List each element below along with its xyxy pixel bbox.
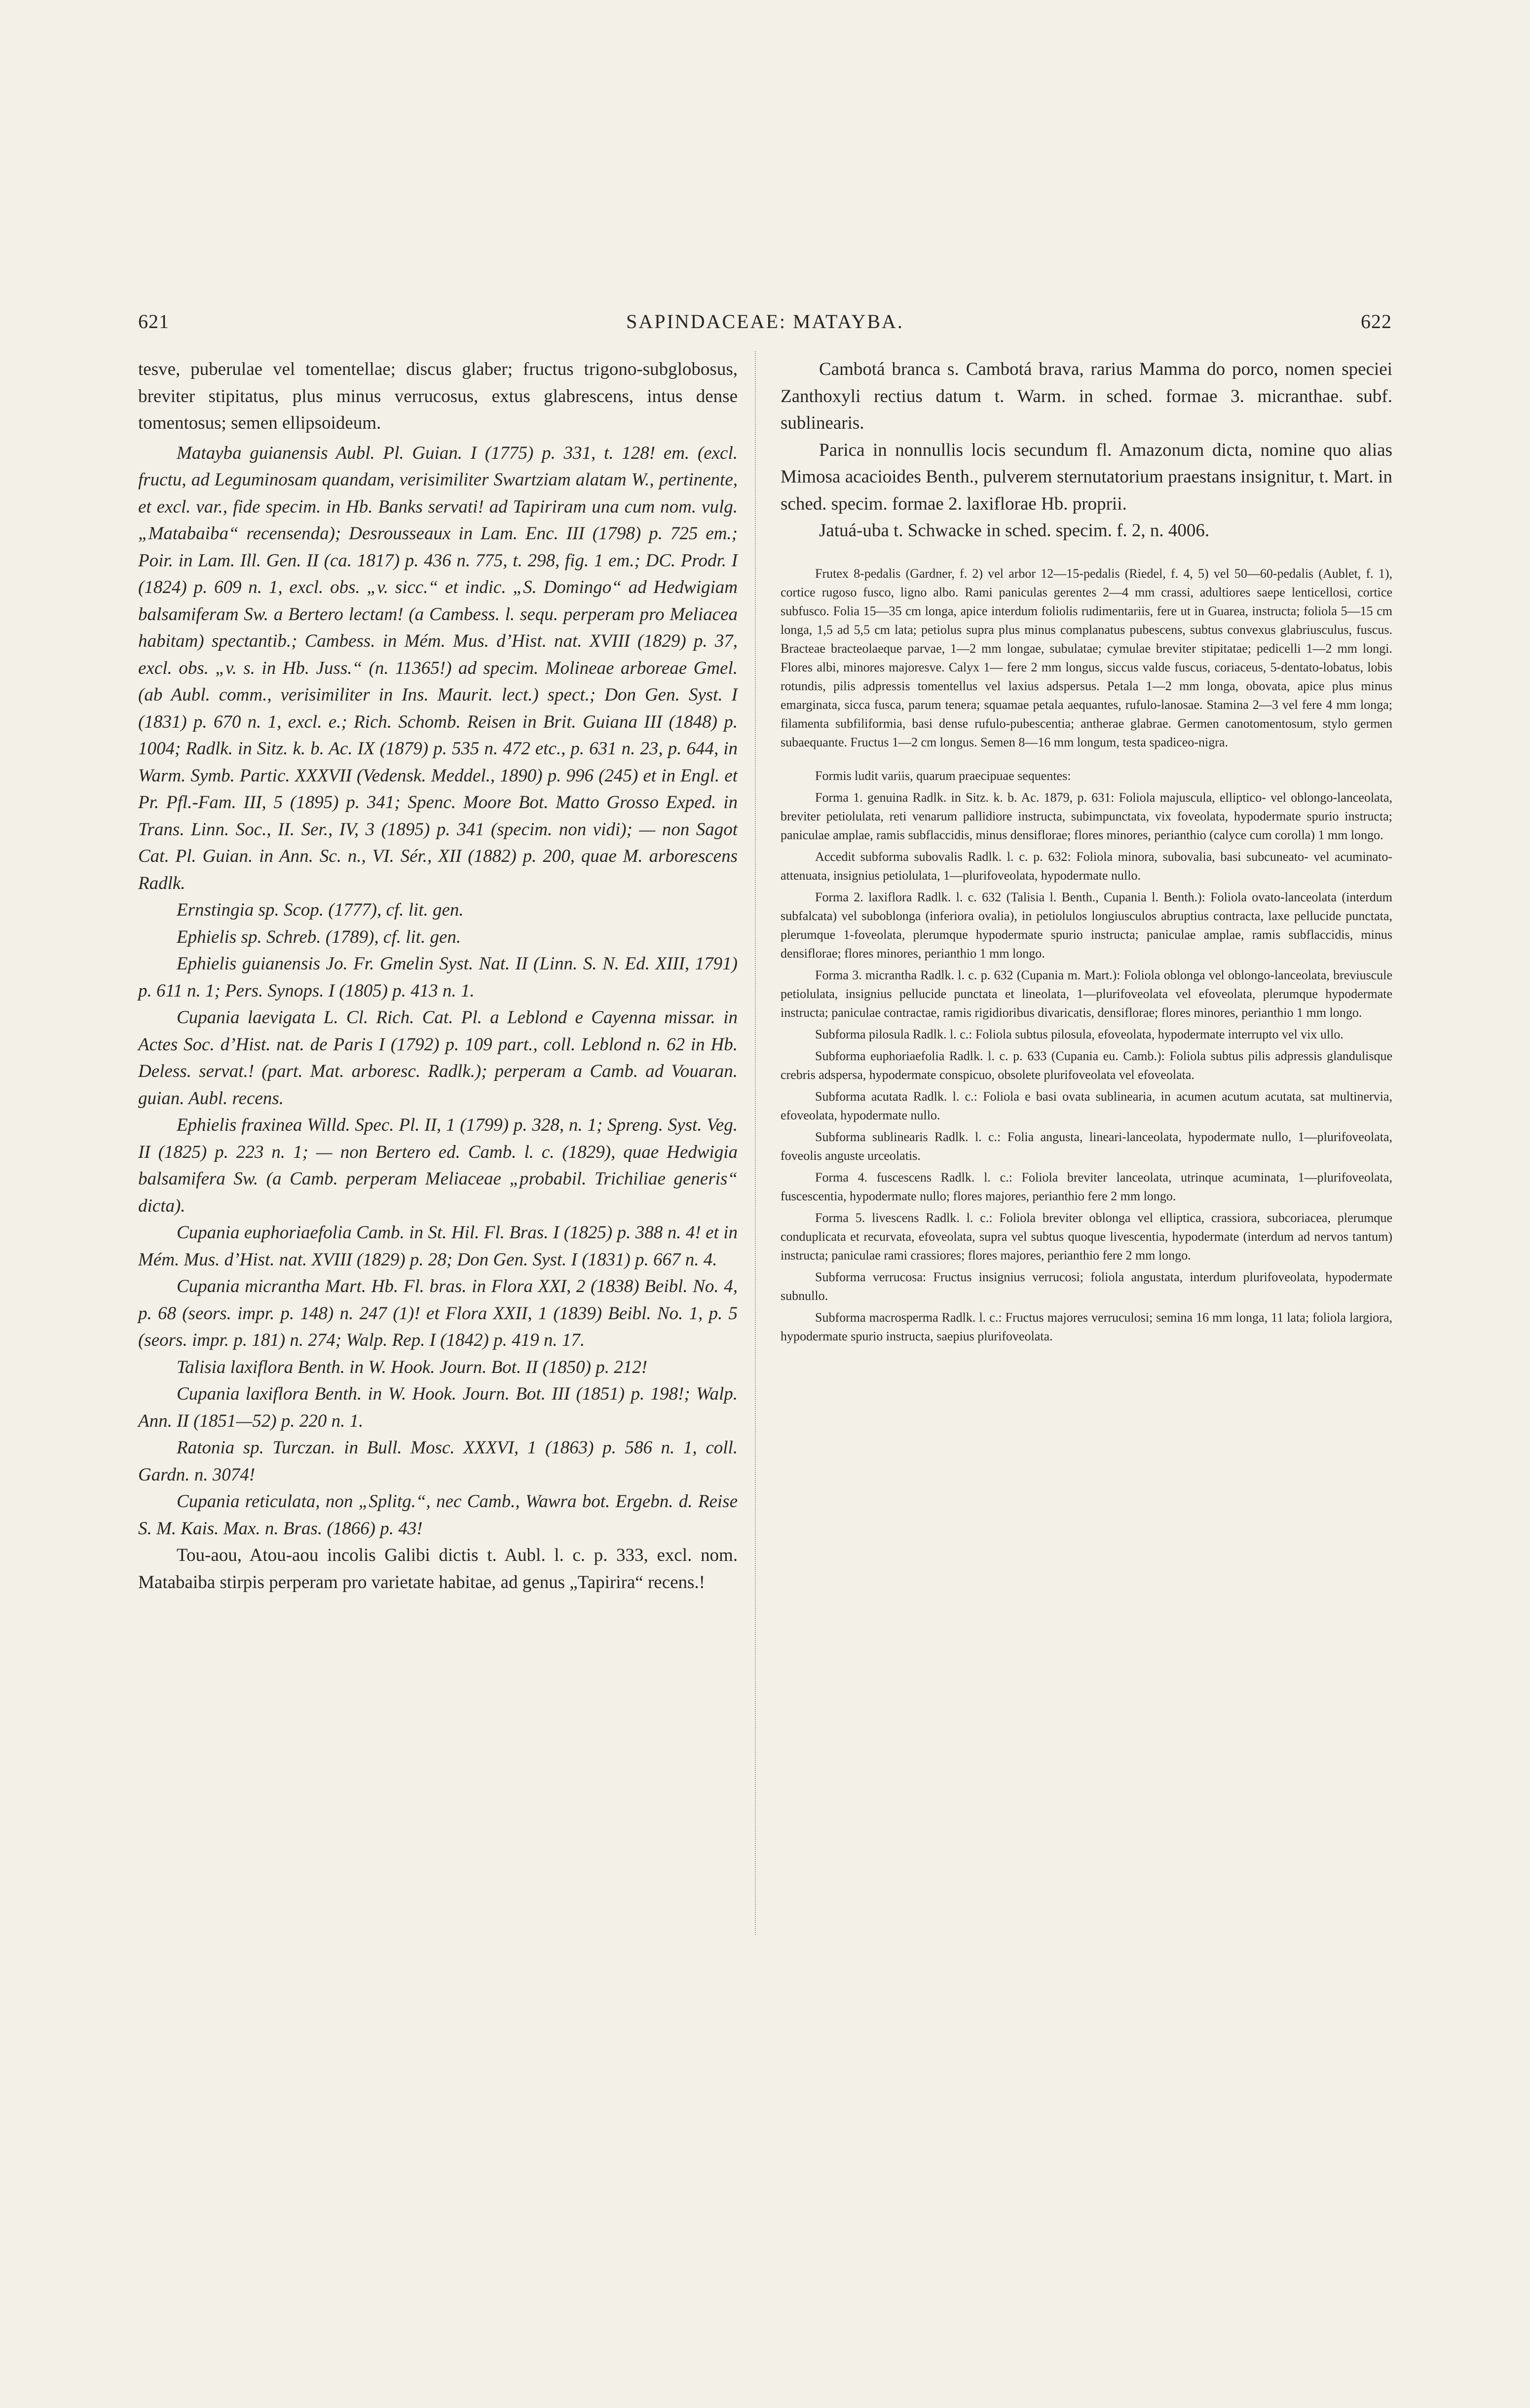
forma-2-laxiflora: Forma 2. laxiflora Radlk. l. c. 632 (Talisia l. Benth., Cupania l. Benth.): Foliola ovato-lanceolata (interdum subfalcata) vel suboblonga (inferiora ovalia), in petiolulos longiusculos abruptius contracta, laxe pellucide punctata, plerumque 1-foveolata, plerumque hypodermate spurio instructa; paniculae amplae, ramis subflaccidis, minus densiflorae; flores minores, perianthio 1 mm longo.	[781, 889, 1392, 961]
left-column	[138, 356, 738, 1596]
subforma-acutata: Subforma acutata Radlk. l. c.: Foliola e basi ovata sublinearia, in acumen acutum acutata, sat multinervia, efoveolata, hypodermate nullo.	[781, 1089, 1392, 1122]
subforma-macrosperma: Subforma macrosperma Radlk. l. c.: Fructus majores verruculosi; semina 16 mm longa, 11 lata; foliola largiora, hypodermate spurio instructa, saepius plurifoveolata.	[781, 1310, 1392, 1343]
synonym-cupania-micrantha: Cupania micrantha Mart. Hb. Fl. bras. in Flora XXI, 2 (1838) Beibl. No. 4, p. 68 (seors. impr. p. 148) n. 247 (1)! et Flora XXII, 1 (1839) Beibl. No. 1, p. 5 (seors. impr. p. 181) n. 274; Walp. Rep. I (1842) p. 419 n. 17.	[138, 1276, 738, 1350]
description-continued: tesve, puberulae vel tomentellae; discus glaber; fructus trigono-subglobosus, breviter stipitatus, plus minus verrucosus, extus glabrescens, intus dense tomentosus; semen ellipsoideum.	[138, 359, 738, 433]
subforma-verrucosa: Subforma verrucosa: Fructus insignius verrucosi; foliola angustata, interdum plurifoveolata, hypodermate subnullo.	[781, 1269, 1392, 1303]
column-divider	[755, 351, 756, 1935]
vernacular-jatua-uba: Jatuá-uba t. Schwacke in sched. specim. f. 2, n. 4006.	[819, 520, 1210, 541]
synonym-matayba-guianensis: Matayba guianensis Aubl. Pl. Guian. I (1775) p. 331, t. 128! em. (excl. fructu, ad Leguminosam quandam, verisimiliter Swartziam alatam W., pertinente, et excl. var., fide specim. in Hb. Banks servati! ad Tapiriram una cum nom. vulg. „Matabaiba“ recensenda); Desrousseaux in Lam. Enc. III (1798) p. 725 em.; Poir. in Lam. Ill. Gen. II (ca. 1817) p. 436 n. 775, t. 298, fig. 1 em.; DC. Prodr. I (1824) p. 609 n. 1, excl. obs. „v. sicc.“ et indic. „S. Domingo“ ad Hedwigiam balsamiferam Sw. a Bertero lectam! (a Cambess. l. sequ. perperam pro Meliacea habitam) spectantib.; Cambess. in Mém. Mus. d’Hist. nat. XVIII (1829) p. 37, excl. obs. „v. s. in Hb. Juss.“ (n. 11365!) ad specim. Molineae arboreae Gmel. (ab Aubl. comm., verisimiliter in Ins. Maurit. lect.) spect.; Don Gen. Syst. I (1831) p. 670 n. 1, excl. e.; Rich. Schomb. Reisen in Brit. Guiana III (1848) p. 1004; Radlk. in Sitz. k. b. Ac. IX (1879) p. 535 n. 472 etc., p. 631 n. 23, p. 644, in Warm. Symb. Partic. XXXVII (Vedensk. Meddel., 1890) p. 996 (245) et in Engl. et Pr. Pfl.-Fam. III, 5 (1895) p. 341; Spenc. Moore Bot. Matto Grosso Exped. in Trans. Linn. Soc., II. Ser., IV, 3 (1895) p. 341 (specim. non vidi); — non Sagot Cat. Pl. Guian. in Ann. Sc. n., VI. Sér., XII (1882) p. 200, quae M. arborescens Radlk.	[138, 443, 738, 893]
synonym-ernstingia: Ernstingia sp. Scop. (1777), cf. lit. gen.	[177, 900, 464, 920]
synonym-cupania-laxiflora: Cupania laxiflora Benth. in W. Hook. Journ. Bot. III (1851) p. 198!; Walp. Ann. II (1851—52) p. 220 n. 1.	[138, 1384, 738, 1431]
page-number-right: 622	[1361, 310, 1392, 333]
subforma-pilosula: Subforma pilosula Radlk. l. c.: Foliola subtus pilosula, efoveolata, hypodermate interrupto vel vix ullo.	[815, 1027, 1343, 1041]
forma-5-livescens: Forma 5. livescens Radlk. l. c.: Foliola breviter oblonga vel elliptica, crassiora, subcoriacea, plerumque conduplicata et recurvata, efoveolata, supra vel subtus quoque livescentia, hypodermate (interdum ad nervos tantum) instructa; paniculae rami crassiores; flores majores, perianthio fere 2 mm longo.	[781, 1210, 1392, 1262]
forms-intro: Formis ludit variis, quarum praecipuae sequentes:	[815, 768, 1071, 783]
synonym-ratonia: Ratonia sp. Turczan. in Bull. Mosc. XXXVI, 1 (1863) p. 586 n. 1, coll. Gardn. n. 3074!	[138, 1438, 738, 1485]
subforma-sublinearis: Subforma sublinearis Radlk. l. c.: Folia angusta, lineari-lanceolata, hypodermate nullo, 1—plurifoveolata, foveolis anguste urceolatis.	[781, 1129, 1392, 1163]
subforma-subovalis: Accedit subforma subovalis Radlk. l. c. p. 632: Foliola minora, subovalia, basi subcuneato- vel acuminato-attenuata, insignius petiolulata, 1—plurifoveolata, hypodermate nullo.	[781, 849, 1392, 883]
synonym-ephielis-guianensis: Ephielis guianensis Jo. Fr. Gmelin Syst. Nat. II (Linn. S. N. Ed. XIII, 1791) p. 611 n. 1; Pers. Synops. I (1805) p. 413 n. 1.	[138, 954, 738, 1001]
synonym-cupania-euphoriaefolia: Cupania euphoriaefolia Camb. in St. Hil. Fl. Bras. I (1825) p. 388 n. 4! et in Mém. Mus. d’Hist. nat. XVIII (1829) p. 28; Don Gen. Syst. I (1831) p. 667 n. 4.	[138, 1223, 738, 1270]
subforma-euphoriaefolia: Subforma euphoriaefolia Radlk. l. c. p. 633 (Cupania eu. Camb.): Foliola subtus pilis adpressis glandulisque crebris adspersa, hypodermate conspicuo, obsolete plurifoveolata vel efoveolata.	[781, 1048, 1392, 1082]
running-title: SAPINDACEAE: MATAYBA.	[626, 310, 904, 333]
vernacular-tou-aou: Tou-aou, Atou-aou incolis Galibi dictis t. Aubl. l. c. p. 333, excl. nom. Matabaiba stirpis perperam pro varietate habitae, ad genus „Tapirira“ recens.!	[138, 1545, 738, 1593]
vernacular-cambota: Cambotá branca s. Cambotá brava, rarius Mamma do porco, nomen speciei Zanthoxyli rectius datum t. Warm. in sched. formae 3. micranthae. subf. sublinearis.	[781, 359, 1392, 433]
forma-3-micrantha: Forma 3. micrantha Radlk. l. c. p. 632 (Cupania m. Mart.): Foliola oblonga vel oblongo-lanceolata, breviuscule petiolulata, insignius pellucide punctata et lineolata, 1—plurifoveolata vel efoveolata, plerumque hypodermate instructa; paniculae contractae, ramis rigidioribus divaricatis, densiflorae; flores minores, perianthio 1 mm longo.	[781, 967, 1392, 1020]
synonym-ephielis-fraxinea: Ephielis fraxinea Willd. Spec. Pl. II, 1 (1799) p. 328, n. 1; Spreng. Syst. Veg. II (1825) p. 223 n. 1; — non Bertero ed. Camb. l. c. (1829), quae Hedwigia balsamifera Sw. (a Camb. perperam Meliaceae „probabil. Trichiliae generis“ dicta).	[138, 1115, 738, 1216]
right-column	[781, 356, 1392, 1346]
synonym-talisia-laxiflora: Talisia laxiflora Benth. in W. Hook. Journ. Bot. II (1850) p. 212!	[177, 1357, 648, 1377]
forma-4-fuscescens: Forma 4. fuscescens Radlk. l. c.: Foliola breviter lanceolata, utrinque acuminata, 1—plurifoveolata, fuscescentia, hypodermate nullo; flores majores, perianthio fere 2 mm longo.	[781, 1170, 1392, 1203]
vernacular-parica: Parica in nonnullis locis secundum fl. Amazonum dicta, nomine quo alias Mimosa acacioides Benth., pulverem sternutatorium praestans insignitur, t. Mart. in sched. specim. formae 2. laxiflorae Hb. proprii.	[781, 440, 1392, 514]
synonym-ephielis: Ephielis sp. Schreb. (1789), cf. lit. gen.	[177, 926, 461, 947]
synonym-cupania-laevigata: Cupania laevigata L. Cl. Rich. Cat. Pl. a Leblond e Cayenna missar. in Actes Soc. d’Hist. nat. de Paris I (1792) p. 109 part., coll. Leblond n. 62 in Hb. Deless. servat.! (part. Mat. arboresc. Radlk.); perperam a Camb. ad Vouaran. guian. Aubl. recens.	[138, 1007, 738, 1109]
species-description: Frutex 8-pedalis (Gardner, f. 2) vel arbor 12—15-pedalis (Riedel, f. 4, 5) vel 50—60-pedalis (Aublet, f. 1), cortice rugoso fusco, ligno albo. Rami paniculas gerentes 2—4 mm crassi, adultiores saepe lenticellosi, cortice subfusco. Folia 15—35 cm longa, apice interdum foliolis rudimentariis, fere ut in Guarea, instructa; foliola 5—15 cm longa, 1,5 ad 5,5 cm lata; petiolus supra plus minus complanatus pubescens, subtus convexus glabriusculus, fuscus. Bracteae bracteolaeque parvae, 1—2 mm longae, subulatae; cymulae breviter stipitatae; pedicelli 1—2 mm longi. Flores albi, minores majoresve. Calyx 1— fere 2 mm longus, siccus valde fuscus, coriaceus, 5-dentato-lobatus, lobis rotundis, pilis adpressis tomentellus vel laxius adspersus. Petala 1—2 mm longa, obovata, apice plus minus emarginata, sicca fusca, parum tenera; squamae petala aequantes, rufulo-lanosae. Stamina 2—3 vel fere 4 mm longa; filamenta subfiliformia, basi dense rufulo-pubescentia; antherae glabrae. Germen canotomentosum, stylo germen subaequante. Fructus 1—2 cm longus. Semen 8—16 mm longum, testa spadiceo-nigra.	[781, 566, 1392, 749]
page-header	[138, 310, 1392, 341]
synonym-cupania-reticulata: Cupania reticulata, non „Splitg.“, nec Camb., Wawra bot. Ergebn. d. Reise S. M. Kais. Max. n. Bras. (1866) p. 43!	[138, 1491, 738, 1539]
page-number-left: 621	[138, 310, 169, 333]
forma-1-genuina: Forma 1. genuina Radlk. in Sitz. k. b. Ac. 1879, p. 631: Foliola majuscula, elliptico- vel oblongo-lanceolata, breviter petiolulata, reti venarum pallidiore instructa, subimpunctata, vix foveolata, hypodermate spurio instructa; paniculae amplae, ramis subflaccidis, minus densiflorae; flores minores, perianthio (calyce cum corolla) 1 mm longo.	[781, 790, 1392, 842]
